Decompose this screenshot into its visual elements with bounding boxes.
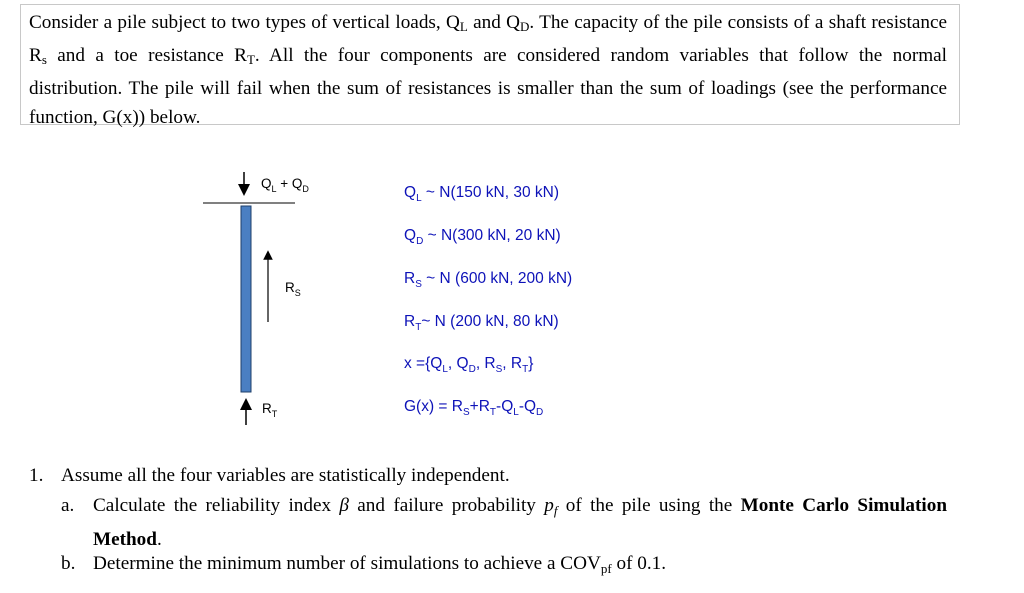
question-a-text: Calculate the reliability index β and failure probability $p_f$ of the pile using the Monte Carlo Simulation Method.: [93, 495, 947, 550]
question-b-text: Determine the minimum number of simulations to achieve a $COV_{pf}$ of 0.1.: [93, 553, 667, 576]
question-b-number: b.: [61, 553, 76, 574]
pile-body: [241, 206, 251, 392]
spec-g: $G(x) = R_S+R_T-Q_L-Q_D$: [404, 398, 544, 418]
spec-rt: $R_T\sim$ N (200 kN, 80 kN): [404, 313, 559, 333]
question-a-number: a.: [61, 495, 75, 516]
question-1-number: 1.: [29, 465, 44, 486]
spec-x: $x =\{Q_L$, $Q_D$, $R_S$, $R_T$}: [404, 355, 534, 375]
spec-ql: $Q_L$ ~ N(150 kN, 30 kN): [404, 184, 560, 204]
intro-paragraph: Consider a pile subject to two types of vertical loads, $Q_L$ and $Q_D$. The capacity of the pile consists of a shaft resistance $R_s$ and a toe resistance $R_T$. All the four components are considered random variables that follow the normal distribution. The pile will fail when the sum of resistances is smaller than the sum of loadings (see the performance function, G(x)) below.: [29, 12, 948, 128]
question-1-text: Assume all the four variables are statistically independent.: [61, 465, 510, 486]
shaft-resistance-label: $R_S$: [285, 280, 301, 298]
spec-rs: $R_S$ ~ N (600 kN, 200 kN): [404, 270, 573, 290]
toe-resistance-label: $R_T$: [262, 401, 278, 419]
spec-qd: $Q_D$ ~ N(300 kN, 20 kN): [404, 227, 561, 247]
top-load-label: $Q_L + Q_D$: [261, 176, 309, 194]
